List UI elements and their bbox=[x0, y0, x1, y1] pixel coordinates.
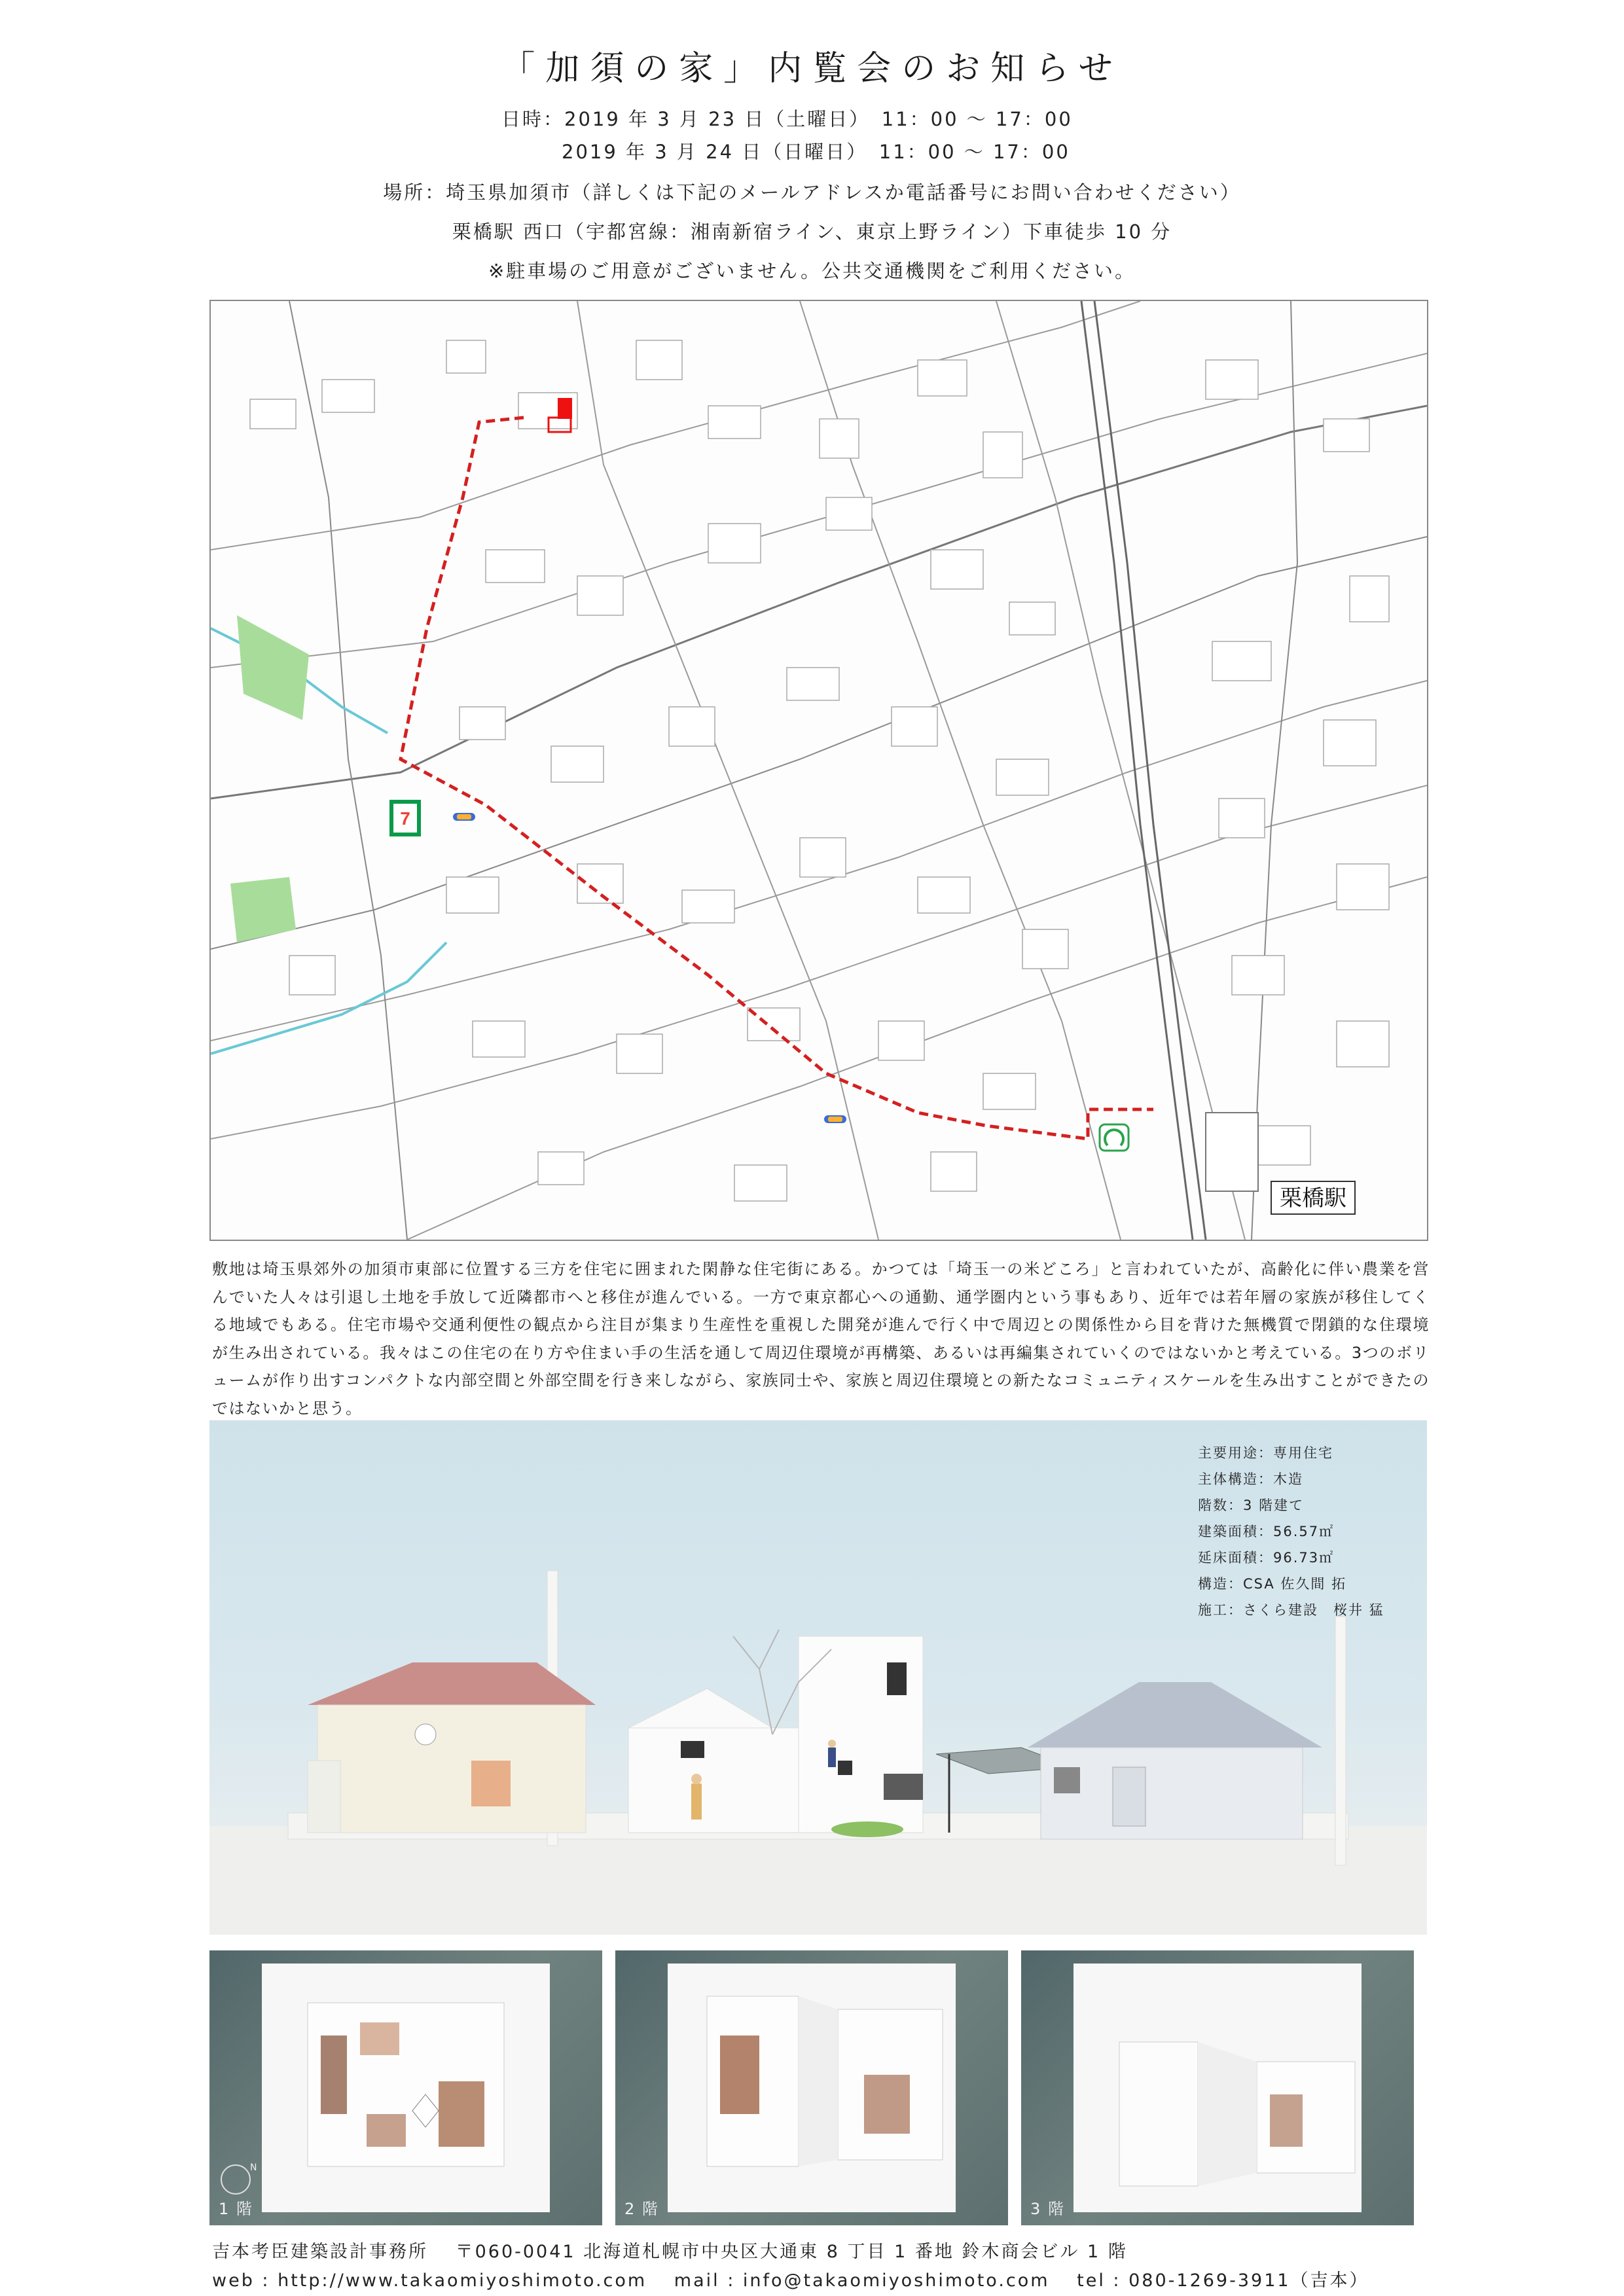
date-line-2: 2019 年 3 月 24 日（日曜日） 11：00 ～ 17：00 bbox=[562, 141, 1070, 163]
floor-plan-3 bbox=[1021, 1950, 1414, 2225]
plan-model-3 bbox=[1021, 1950, 1414, 2225]
map-svg bbox=[211, 301, 1427, 1240]
spec-floors: 階数：3 階建て bbox=[1198, 1498, 1305, 1513]
station-icon bbox=[1100, 1124, 1128, 1151]
svg-text:7: 7 bbox=[400, 808, 410, 829]
spec-structure: 主体構造：木造 bbox=[1198, 1471, 1303, 1487]
spec-contractor: 施工：さくら建設 桜井 猛 bbox=[1198, 1602, 1384, 1618]
parking-note: ※駐車場のご用意がございません。公共交通機関をご利用ください。 bbox=[488, 260, 1136, 282]
destination-marker bbox=[558, 398, 572, 419]
park-area bbox=[230, 877, 296, 942]
bus-stop-icon bbox=[453, 813, 475, 821]
model-photo bbox=[209, 1420, 1427, 1935]
specs-list bbox=[1198, 1440, 1384, 1623]
description-text: 敷地は埼玉県郊外の加須市東部に位置する三方を住宅に囲まれた閑静な住宅街にある。かつては「埼玉一の米どころ」と言われていたが、高齢化に伴い農業を営んでいた人々は引退し土地を手放して近隣都市へと移住が進んでいる。一方で東京都心への通勤、通学圏内という事もあり、近年では若年層の家族が移住してくる地域でもある。住宅市場や交通利便性の観点から注目が集まり生産性を重視した開発が進んで行く中で周辺との関係性から目を背けた無機質で閉鎖的な住環境が生み出されている。我々はこの住宅の在り方や住まい手の生活を通して周辺住環境が再構築、あるいは再編集されていくのではないかと考えている。3つのボリュームが作り出すコンパクトな内部空間と外部空間を行き来しながら、家族同士や、家族と周辺住環境との新たなコミュニティスケールを生み出すことができたのではないかと思う。 bbox=[212, 1260, 1430, 1418]
floor-plan-1 bbox=[209, 1950, 602, 2225]
map-blocks bbox=[211, 301, 1427, 1240]
map-buildings bbox=[250, 340, 1389, 1201]
spec-floor-area: 延床面積：96.73㎡ bbox=[1198, 1550, 1335, 1566]
park-area bbox=[237, 615, 309, 720]
footer-address: 吉本考臣建築設計事務所 〒060-0041 北海道札幌市中央区大通東 8 丁目 1 番地 鈴木商会ビル 1 階 bbox=[212, 2242, 1128, 2262]
plan-model-1 bbox=[209, 1950, 602, 2225]
plan-label-3: 3 階 bbox=[1030, 2200, 1065, 2218]
spec-usage: 主要用途：専用住宅 bbox=[1198, 1445, 1333, 1461]
access-line: 栗橋駅 西口（宇都宮線：湘南新宿ライン、東京上野ライン）下車徒歩 10 分 bbox=[452, 221, 1172, 243]
spec-structural-engineer: 構造：CSA 佐久間 拓 bbox=[1198, 1576, 1347, 1592]
plan-label-1: 1 階 bbox=[219, 2200, 253, 2218]
date-line-1: 日時：2019 年 3 月 23 日（土曜日） 11：00 ～ 17：00 bbox=[501, 108, 1073, 130]
place-line: 場所：埼玉県加須市（詳しくは下記のメールアドレスか電話番号にお問い合わせください） bbox=[383, 181, 1241, 204]
compass-label: N bbox=[250, 2162, 257, 2173]
access-map bbox=[209, 300, 1428, 1241]
bus-stop-icon bbox=[824, 1115, 846, 1123]
floor-plan-2 bbox=[615, 1950, 1008, 2225]
spec-building-area: 建築面積：56.57㎡ bbox=[1198, 1524, 1335, 1539]
page-title: 「加須の家」内覧会のお知らせ bbox=[501, 49, 1123, 88]
footer-contact: web : http://www.takaomiyoshimoto.com mail : info@takaomiyoshimoto.com tel : 080-1269-3911（吉本） bbox=[212, 2270, 1369, 2291]
station-label: 栗橋駅 bbox=[1280, 1185, 1346, 1211]
plan-label-2: 2 階 bbox=[624, 2200, 659, 2218]
plan-model-2 bbox=[615, 1950, 1008, 2225]
convenience-store-icon bbox=[389, 800, 421, 836]
